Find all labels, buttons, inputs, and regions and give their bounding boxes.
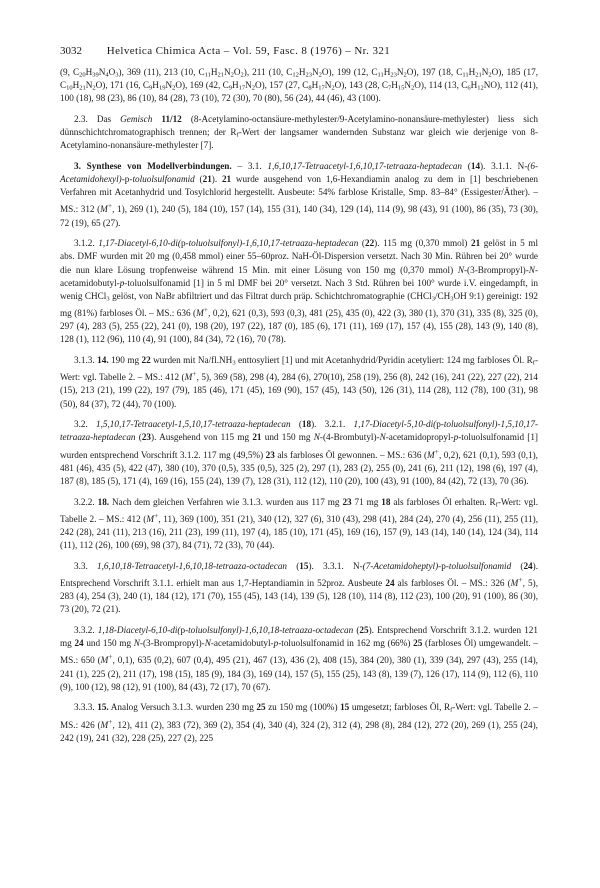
paragraph-3-1-3: 3.1.3. 14. 190 mg 22 wurden mit $Na/fl.NH_3$ enttosyliert [1] und mit Acetanhydrid/Pyridin acetyliert: 124 mg farbloses Öl. $R_f$-Wert: vgl. Tabelle 2. – MS.: 412 (M+, 5), 369 (58), 298 (4), 284 (6), 270(10), 258 (19), 256 (8), 242 (16), 241 (22), 227 (22), 214 (15), 213 (21), 199 (22), 197 (79), 185 (46), 171 (45), 169 (90), 157 (45), 143 (50), 126 (31), 114 (28), 112 (78), 100 (31), 98 (50), 84 (37), 72 (44), 70 (100). bbox=[60, 355, 539, 409]
paragraph-3-1-2: 3.1.2. 1,17-Diacetyl-6,10-di(p-toluolsulfonyl)-1,6,10,17-tetraaza-heptadecan (22). 115 mg (0,370 mmol) 21 gelöst in 5 ml abs. DMF wurden mit 20 mg (0,458 mmol) einer 55–60proz. NaH-Öl-Dispersion versetzt. Nach 30 Min. Rühren bei 20° wurde die nun klare Lösung tropfenweise während 15 Min. mit einer Lösung von 150 mg (0,370 mmol) N-(3-Brompropyl)-N-acetamidobutyl-p-toluolsulfonamid [1] in 5 ml DMF bei 20° versetzt. Nach 3 Std. Rühren bei 100° wurde i.V. eingedampft, in wenig CHCl$_3$ gelöst, von NaBr abfiltriert und das Filtrat durch präp. Schichtchromatographie ($CHCl_3/CH_3OH$ 9:1) gereinigt: 192 mg (81%) farbloses Öl. – MS.: 636 (M+, 0,2), 621 (0,3), 593 (0,3), 481 (25), 435 (0), 422 (3), 380 (1), 370 (31), 335 (8), 325 (0), 297 (4), 283 (5), 255 (22), 241 (0), 198 (20), 197 (22), 187 (0), 185 (6), 171 (11), 169 (17), 157 (4), 155 (28), 143 (9), 140 (8), 128 (1), 112 (96), 110 (4), 91 (100), 84 (34), 72 (16), 70 (78). bbox=[60, 238, 539, 345]
paragraph-2-3-gemisch: 2.3. Das Gemisch 11/12 (8-Acetylamino-octansäure-methylester/9-Acetylamino-nonansäure-methylester) liess sich dünnschichtchromatographisch trennen; der $R_f$-Wert der langsamer wandernden Substanz war gleich wie derjenige von 8-Acetylamino-nonansäure-methylester [7]. bbox=[60, 113, 539, 151]
page-number: 3032 bbox=[60, 45, 82, 57]
paragraph-3-2-1: 3.2. 1,5,10,17-Tetraacetyl-1,5,10,17-tetraaza-heptadecan (18). 3.2.1. 1,17-Diacetyl-5,10-di(p-toluolsulfonyl)-1,5,10,17-tetraaza-heptadecan (23). Ausgehend von 115 mg 21 und 150 mg N-(4-Brombutyl)-N-acetamidopropyl-p-toluolsulfonamid [1] wurden entsprechend Vorschrift 3.1.2. 117 mg (49,5%) 23 als farbloses Öl gewonnen. – MS.: 636 (M+, 0,2), 621 (0,1), 593 (0,1), 481 (46), 435 (5), 422 (47), 380 (10), 370 (0,5), 335 (0,5), 325 (2), 297 (1), 283 (2), 255 (0), 241 (6), 211 (12), 198 (6), 197 (4), 187 (8), 185 (5), 171 (4), 169 (16), 155 (24), 139 (7), 128 (31), 112 (12), 110 (20), 100 (43), 91 (100), 84 (42), 72 (13), 70 (36). bbox=[60, 419, 539, 486]
journal-citation: Helvetica Chimica Acta – Vol. 59, Fasc. 8 (1976) – Nr. 321 bbox=[106, 45, 391, 57]
paragraph-3-3-3: 3.3.3. 15. Analog Versuch 3.1.3. wurden 230 mg 25 zu 150 mg (100%) 15 umgesetzt; farbloses Öl, $R_f$-Wert: vgl. Tabelle 2. – MS.: 426 (M+, 12), 411 (2), 383 (72), 369 (2), 354 (4), 340 (4), 324 (2), 312 (4), 298 (8), 284 (12), 272 (20), 269 (1), 255 (24), 242 (19), 241 (32), 228 (25), 227 (2), 225 bbox=[60, 702, 538, 743]
running-header bbox=[60, 44, 540, 58]
ms-data-continuation: (9, $C_{20}H_{39}N_4O_3$), 369 (11), 213 (10, $C_{11}H_{21}N_2O_2$), 211 (10, $C_{12}H_{23}N_2O$), 199 (12, $C_{11}H_{23}N_2O$), 197 (18, $C_{11}H_{21}N_2O$), 185 (17, $C_{10}H_{21}N_2O$), 171 (16, $C_9H_{19}N_2O$), 169 (42, $C_9H_{17}N_2O$), 157 (27, $C_8H_{17}N_2O$), 143 (28, $C_7H_{15}N_2O$), 114 (13, $C_6H_{12}NO$), 112 (41), 100 (18), 98 (23), 86 (10), 84 (28), 73 (10), 72 (30), 70 (80), 56 (24), 44 (46), 43 (100). bbox=[60, 67, 539, 104]
paragraph-3-2-2: 3.2.2. 18. Nach dem gleichen Verfahren wie 3.1.3. wurden aus 117 mg 23 71 mg 18 als farbloses Öl erhalten. $R_f$-Wert: vgl. Tabelle 2. – MS.: 412 (M+, 11), 369 (100), 351 (21), 340 (12), 327 (6), 310 (43), 298 (41), 284 (24), 270 (4), 256 (11), 255 (11), 242 (28), 241 (11), 213 (16), 211 (23), 199 (11), 197 (4), 185 (10), 171 (45), 169 (16), 157 (9), 143 (14), 140 (14), 124 (34), 114 (11), 112 (26), 100 (69), 98 (37), 84 (71), 72 (33), 70 (44). bbox=[60, 496, 539, 551]
paragraph-3-3-1: 3.3. 1,6,10,18-Tetraacetyl-1,6,10,18-tetraaza-octadecan (15). 3.3.1. N-(7-Acetamidoheptyl)-p-toluolsulfonamid (24). Entsprechend Vorschrift 3.1.1. erhielt man aus 1,7-Heptandiamin in 52proz. Ausbeute 24 als farbloses Öl. – MS.: 326 (M+, 5), 283 (4), 254 (3), 240 (1), 184 (12), 171 (70), 155 (45), 143 (14), 139 (5), 128 (10), 114 (8), 112 (23), 100 (20), 91 (100), 86 (30), 73 (20), 72 (21). bbox=[60, 560, 539, 615]
article-body bbox=[60, 66, 538, 752]
section-3-synthesis-3-1-1: 3. Synthese von Modellverbindungen. – 3.1. 1,6,10,17-Tetraacetyl-1,6,10,17-tetraaza-heptadecan (14). 3.1.1. N-(6-Acetamidohexyl)-p-toluolsulfonamid (21). 21 wurde ausgehend von 1,6-Hexandiamin analog zu dem in [1] beschriebenen Verfahren mit Acetanhydrid und Tosylchlorid hergestellt. Ausbeute: 54% farblose Kristalle, Smp. 83–84° (Essigester/Äther). – MS.: 312 (M+, 1), 269 (1), 240 (5), 184 (10), 157 (14), 155 (31), 140 (34), 129 (14), 114 (9), 98 (43), 91 (100), 86 (35), 73 (30), 72 (19), 65 (27). bbox=[60, 160, 539, 228]
paragraph-3-3-2: 3.3.2. 1,18-Diacetyl-6,10-di(p-toluolsulfonyl)-1,6,10,18-tetraaza-octadecan (25). Entsprechend Vorschrift 3.1.2. wurden 121 mg 24 und 150 mg N-(3-Brompropyl)-N-acetamidobutyl-p-toluolsulfonamid in 162 mg (66%) 25 (farbloses Öl) umgewandelt. – MS.: 650 (M+, 0,1), 635 (0,2), 607 (0,4), 495 (21), 467 (13), 436 (2), 408 (15), 384 (20), 380 (1), 339 (34), 297 (43), 255 (14), 241 (1), 225 (2), 211 (17), 198 (15), 185 (9), 184 (3), 169 (14), 157 (5), 155 (25), 143 (8), 139 (7), 126 (17), 114 (9), 112 (6), 110 (9), 100 (12), 98 (12), 91 (100), 84 (43), 72 (17), 70 (67). bbox=[60, 625, 539, 692]
